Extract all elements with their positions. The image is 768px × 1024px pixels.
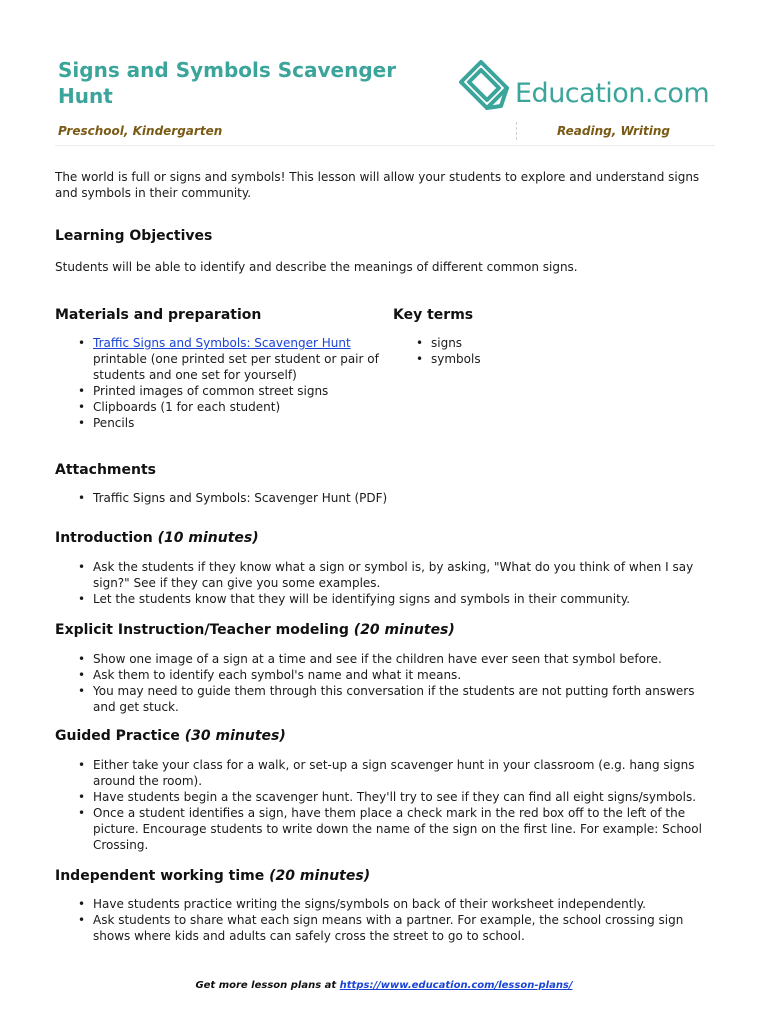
list-item: • Clipboards (1 for each student) (55, 399, 385, 415)
list-item: • You may need to guide them through this conversation if the students are not putting forth answers and get stuck. (55, 683, 715, 715)
grade-level: Preschool, Kindergarten (58, 124, 223, 138)
list-item (55, 335, 385, 383)
materials-heading: Materials and preparation (55, 307, 262, 323)
page-title: Signs and Symbols Scavenger Hunt (58, 58, 397, 108)
list-item: • Show one image of a sign at a time and see if the children have ever seen that symbol before. (55, 651, 715, 667)
key-terms-heading: Key terms (393, 307, 474, 323)
materials-list (55, 335, 385, 431)
explicit-heading: Explicit Instruction/Teacher modeling (20 minutes) (55, 622, 455, 638)
introduction-heading: Introduction (10 minutes) (55, 530, 259, 546)
intro-paragraph: The world is full or signs and symbols! This lesson will allow your students to explore and understand signs and symbols in their community. (55, 170, 700, 200)
list-item: • Either take your class for a walk, or set-up a sign scavenger hunt in your classroom (e.g. hang signs around the room). (55, 757, 715, 789)
subject-tags: Reading, Writing (557, 124, 670, 138)
objectives-text: Students will be able to identify and describe the meanings of different common signs. (55, 260, 578, 274)
list-item: • Have students begin a the scavenger hunt. They'll try to see if they can find all eight signs/symbols. (55, 789, 715, 805)
attachments-heading: Attachments (55, 462, 157, 478)
list-item: • Ask the students if they know what a sign or symbol is, by asking, "What do you think of when I say sign?" See if they can give you some examples. (55, 559, 715, 591)
lesson-plans-link[interactable]: https://www.education.com/lesson-plans/ (339, 980, 573, 991)
independent-list (55, 896, 715, 944)
independent-heading: Independent working time (20 minutes) (55, 868, 371, 884)
list-item: • Printed images of common street signs (55, 383, 385, 399)
objectives-heading: Learning Objectives (55, 228, 213, 244)
explicit-list (55, 651, 715, 715)
list-item: • Ask students to share what each sign means with a partner. For example, the school crossing sign shows where kids and adults can safely cross the street to go to school. (55, 912, 715, 944)
list-item: • Traffic Signs and Symbols: Scavenger Hunt (PDF) (55, 490, 715, 506)
key-terms-list (393, 335, 693, 367)
list-item: • Let the students know that they will be identifying signs and symbols in their community. (55, 591, 715, 607)
attachments-list (55, 490, 715, 506)
guided-list (55, 757, 715, 853)
list-item-text: printable (one printed set per student or pair of students and one set for yourself) (93, 352, 379, 382)
list-item: • Ask them to identify each symbol's name and what it means. (55, 667, 715, 683)
logo-text: Education.com (515, 78, 710, 109)
worksheet-link[interactable]: Traffic Signs and Symbols: Scavenger Hunt (93, 336, 351, 350)
list-item: • symbols (393, 351, 693, 367)
education-logo[interactable] (455, 56, 715, 112)
guided-heading: Guided Practice (30 minutes) (55, 728, 286, 744)
introduction-list (55, 559, 715, 607)
header-divider (516, 122, 517, 140)
list-item: • Have students practice writing the signs/symbols on back of their worksheet independently. (55, 896, 715, 912)
list-item: • signs (393, 335, 693, 351)
pencil-logo-icon (455, 56, 517, 112)
footer: Get more lesson plans at https://www.education.com/lesson-plans/ (195, 980, 573, 991)
list-item: • Once a student identifies a sign, have them place a check mark in the red box off to the left of the picture. Encourage students to write down the name of the sign on the first line. For example: School Crossing. (55, 805, 715, 853)
list-item: • Pencils (55, 415, 385, 431)
header-rule (55, 145, 715, 146)
